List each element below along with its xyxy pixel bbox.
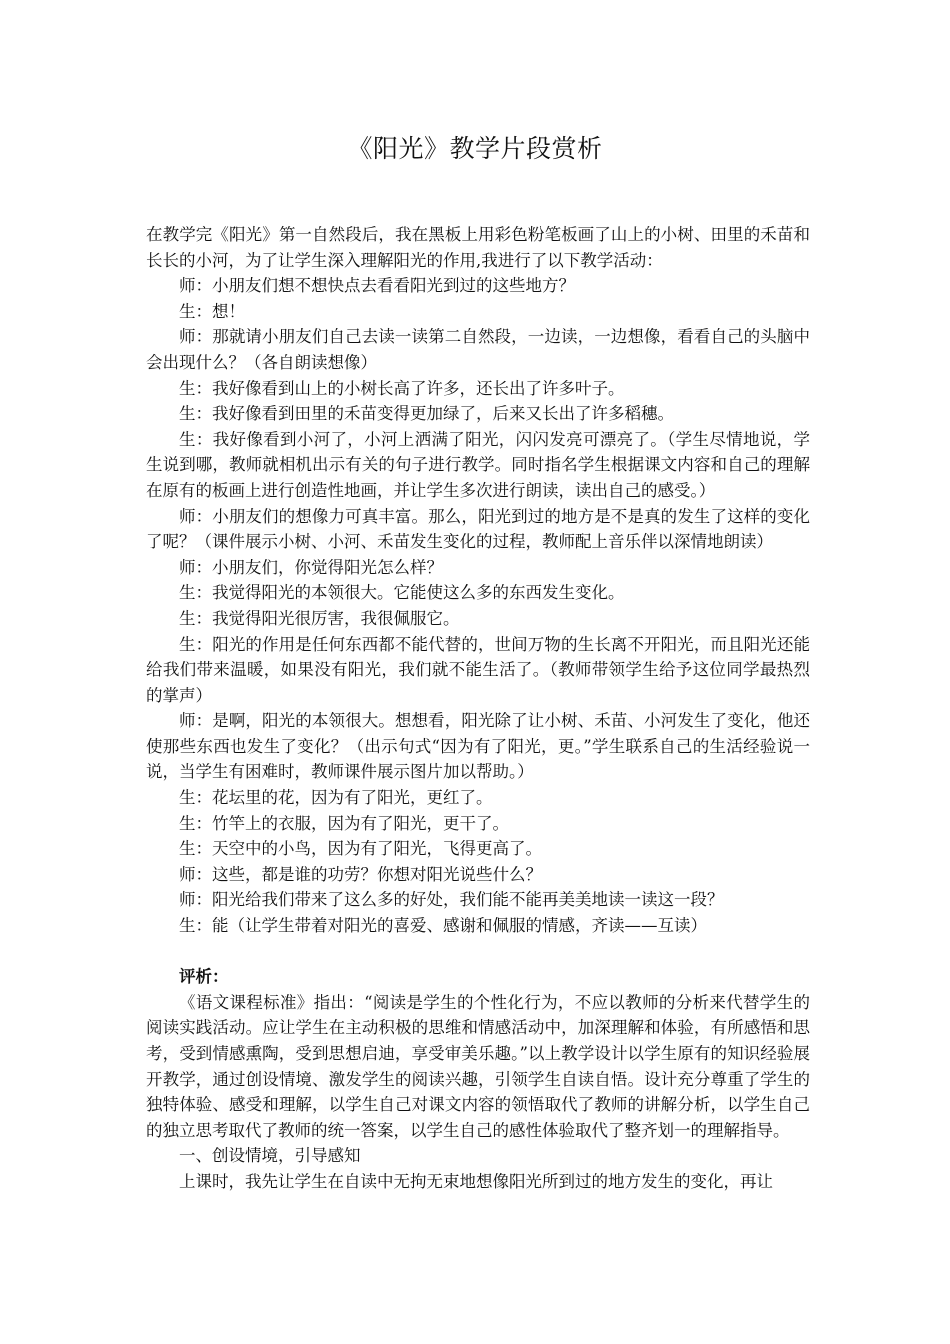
analysis-paragraph: 《语文课程标准》指出：“阅读是学生的个性化行为，不应以教师的分析来代替学生的阅读实践活动。应让学生在主动积极的思维和情感活动中，加深理解和体验，有所感悟和思考，受到情感熏陶，受到思想启迪，享受审美乐趣。”以上教学设计以学生原有的知识经验展开教学，通过创设情境、激发学生的阅读兴趣，引领学生自读自悟。设计充分尊重了学生的独特体验、感受和理解，以学生自己对课文内容的领悟取代了教师的讲解分析，以学生自己的独立思考取代了教师的统一答案，以学生自己的感性体验取代了整齐划一的理解指导。 bbox=[146, 992, 810, 1140]
dialogue-line: 生：我好像看到小河了，小河上洒满了阳光，闪闪发亮可漂亮了。（学生尽情地说，学生说到哪，教师就相机出示有关的句子进行教学。同时指名学生根据课文内容和自己的理解在原有的板画上进行创造性地画，并让学生多次进行朗读，读出自己的感受。） bbox=[146, 429, 810, 500]
dialogue-line: 师：小朋友们，你觉得阳光怎么样？ bbox=[179, 557, 443, 577]
analysis-section bbox=[146, 990, 810, 1195]
dialogue-line: 生：竹竿上的衣服，因为有了阳光，更干了。 bbox=[179, 813, 509, 833]
dialogue-line: 生：能（让学生带着对阳光的喜爱、感谢和佩服的情感，齐读——互读） bbox=[179, 916, 707, 936]
dialogue-line: 生：我觉得阳光很厉害，我很佩服它。 bbox=[179, 608, 460, 628]
dialogue-line: 师：这些，都是谁的功劳？你想对阳光说些什么？ bbox=[179, 864, 542, 884]
analysis-paragraph: 上课时，我先让学生在自读中无拘无束地想像阳光所到过的地方发生的变化，再让 bbox=[179, 1171, 773, 1191]
dialogue-line: 师：是啊，阳光的本领很大。想想看，阳光除了让小树、禾苗、小河发生了变化，他还使那些东西也发生了变化？（出示句式“因为有了阳光，更。”学生联系自己的生活经验说一说，当学生有困难时，教师课件展示图片加以帮助。） bbox=[146, 711, 810, 782]
dialogue-line: 师：小朋友们的想像力可真丰富。那么，阳光到过的地方是不是真的发生了这样的变化了呢？（课件展示小树、小河、禾苗发生变化的过程，教师配上音乐伴以深情地朗读） bbox=[146, 506, 810, 552]
dialogue-line: 生：我觉得阳光的本领很大。它能使这么多的东西发生变化。 bbox=[179, 583, 625, 603]
section-gap bbox=[146, 939, 810, 965]
dialogue-line: 师：阳光给我们带来了这么多的好处，我们能不能再美美地读一读这一段？ bbox=[179, 890, 724, 910]
intro-paragraph: 在教学完《阳光》第一自然段后，我在黑板上用彩色粉笔板画了山上的小树、田里的禾苗和长长的小河，为了让学生深入理解阳光的作用,我进行了以下教学活动： bbox=[146, 225, 810, 270]
dialogue-line: 生：花坛里的花，因为有了阳光，更红了。 bbox=[179, 788, 493, 808]
dialogue-section bbox=[146, 273, 810, 938]
dialogue-line: 生：阳光的作用是任何东西都不能代替的，世间万物的生长离不开阳光，而且阳光还能给我们带来温暖，如果没有阳光，我们就不能生活了。（教师带领学生给予这位同学最热烈的掌声） bbox=[146, 634, 810, 705]
dialogue-line: 师：那就请小朋友们自己去读一读第二自然段，一边读，一边想像，看看自己的头脑中会出现什么？（各自朗读想像） bbox=[146, 327, 810, 372]
page-title: 《阳光》教学片段赏析 bbox=[347, 134, 603, 163]
dialogue-line: 生：天空中的小鸟，因为有了阳光，飞得更高了。 bbox=[179, 839, 542, 859]
dialogue-line: 师：小朋友们想不想快点去看看阳光到过的这些地方？ bbox=[179, 276, 575, 296]
dialogue-line: 生：我好像看到山上的小树长高了许多，还长出了许多叶子。 bbox=[179, 378, 625, 398]
dialogue-line: 生：想！ bbox=[179, 301, 245, 321]
dialogue-line: 生：我好像看到田里的禾苗变得更加绿了，后来又长出了许多稻穗。 bbox=[179, 404, 674, 424]
document-body bbox=[146, 222, 810, 1195]
analysis-subheading: 一、创设情境，引导感知 bbox=[179, 1146, 361, 1166]
analysis-heading: 评析： bbox=[179, 967, 229, 987]
